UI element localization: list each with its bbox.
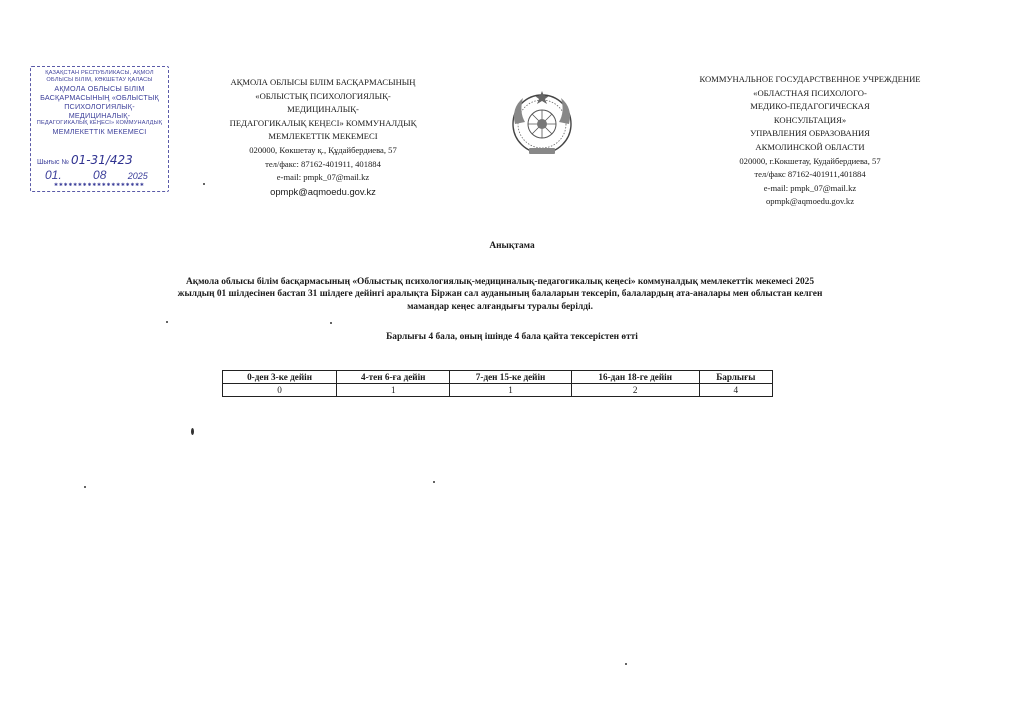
table-header-cell: 7-ден 15-ке дейін <box>450 371 571 384</box>
stamp-date: 01. 08 2025 <box>45 168 148 182</box>
table-row <box>223 384 773 397</box>
header-right-line: УПРАВЛЕНИЯ ОБРАЗОВАНИЯ <box>750 128 870 139</box>
stamp-line: ПЕДАГОГИКАЛЫҚ КЕҢЕСІ» КОММУНАЛДЫҚ <box>36 120 163 126</box>
table-cell: 1 <box>337 384 450 397</box>
header-right-line: МЕДИКО-ПЕДАГОГИЧЕСКАЯ <box>750 101 870 112</box>
stamp-line: БАСҚАРМАСЫНЫҢ «ОБЛЫСТЫҚ <box>40 93 159 102</box>
stamp-line: АҚМОЛА ОБЛЫСЫ БІЛІМ <box>54 84 145 93</box>
table-header-cell: 0-ден 3-ке дейін <box>223 371 337 384</box>
header-left-line: e-mail: pmpk_07@mail.kz <box>276 172 370 183</box>
scan-speck <box>625 663 627 665</box>
stamp-line: ОБЛЫСЫ БІЛІМ, КӨКШЕТАУ ҚАЛАСЫ <box>46 77 153 83</box>
stamp-line: ҚАЗАҚСТАН РЕСПУБЛИКАСЫ, АҚМОЛ <box>45 70 154 76</box>
state-emblem-icon <box>509 88 575 160</box>
body-line: Ақмола облысы білім басқармасының «Облыстық психологиялық-медициналық-педагогикалық кеңесі» коммуналдық мемлекеттік мекемесі 2025 <box>185 277 815 287</box>
scan-speck <box>84 486 86 488</box>
stamp-line: МЕМЛЕКЕТТІК МЕКЕМЕСІ <box>52 127 147 136</box>
header-left-line: тел/факс: 87162-401911, 401884 <box>265 158 381 169</box>
body-line: мамандар кеңес алғандығы туралы берілді. <box>407 301 593 312</box>
document-title: Анықтама <box>489 241 535 251</box>
scan-speck <box>191 428 194 435</box>
table-cell: 2 <box>571 384 699 397</box>
table-header-cell: Барлығы <box>699 371 772 384</box>
scan-speck <box>166 321 168 323</box>
header-right-line: «ОБЛАСТНАЯ ПСИХОЛОГО- <box>753 87 867 98</box>
age-group-table <box>222 370 773 397</box>
scan-speck <box>330 322 332 324</box>
document-body <box>120 276 880 313</box>
body-line: жылдың 01 шілдесінен бастап 31 шілдеге дейінгі аралықта Біржан сал ауданының балаларын тексеріп, балалардың ата-аналары мен облыстан келген <box>177 289 823 300</box>
stamp-line: МЕДИЦИНАЛЫҚ- <box>68 111 131 120</box>
table-header-cell: 4-тен 6-ға дейін <box>337 371 450 384</box>
table-cell: 0 <box>223 384 337 397</box>
header-right-line: e-mail: pmpk_07@mail.kz <box>763 182 857 193</box>
scan-speck <box>203 183 205 185</box>
header-left-website: opmpk@aqmoedu.gov.kz <box>270 185 376 197</box>
table-header-row <box>223 371 773 384</box>
header-right-line: АКМОЛИНСКОЙ ОБЛАСТИ <box>755 141 865 152</box>
header-left-line: МЕДИЦИНАЛЫҚ- <box>287 104 359 115</box>
header-left-line: ПЕДАГОГИКАЛЫҚ КЕҢЕСІ» КОММУНАЛДЫҚ <box>229 117 417 128</box>
scan-speck <box>433 481 435 483</box>
header-right-line: КОММУНАЛЬНОЕ ГОСУДАРСТВЕННОЕ УЧРЕЖДЕНИЕ <box>699 74 921 84</box>
header-left-line: АҚМОЛА ОБЛЫСЫ БІЛІМ БАСҚАРМАСЫНЫҢ <box>230 77 416 87</box>
header-left-line: МЕМЛЕКЕТТІК МЕКЕМЕСІ <box>268 131 378 142</box>
document-summary: Барлығы 4 бала, оның ішінде 4 бала қайта тексерістен өтті <box>386 332 638 342</box>
header-right-line: КОНСУЛЬТАЦИЯ» <box>773 114 847 125</box>
registration-stamp <box>30 66 169 192</box>
table-cell: 4 <box>699 384 772 397</box>
stamp-registration-number: Шығыс № 01-31/423 <box>37 153 133 167</box>
stamp-border-pattern: ✱✱✱✱✱✱✱✱✱✱✱✱✱✱✱✱✱✱✱ <box>54 182 145 187</box>
table-cell: 1 <box>450 384 571 397</box>
header-right-line: 020000, г.Кокшетау, Кудайбердиева, 57 <box>739 155 881 166</box>
table-header-cell: 16-дан 18-ге дейін <box>571 371 699 384</box>
header-left <box>208 76 438 198</box>
header-left-line: «ОБЛЫСТЫҚ ПСИХОЛОГИЯЛЫҚ- <box>255 90 391 101</box>
header-left-line: 020000, Көкшетау қ., Құдайбердиева, 57 <box>249 144 397 155</box>
stamp-line: ПСИХОЛОГИЯЛЫҚ- <box>64 102 135 111</box>
header-right-website: opmpk@aqmoedu.gov.kz <box>765 196 855 207</box>
header-right <box>690 73 930 209</box>
header-right-line: тел/факс 87162-401911,401884 <box>754 169 866 180</box>
